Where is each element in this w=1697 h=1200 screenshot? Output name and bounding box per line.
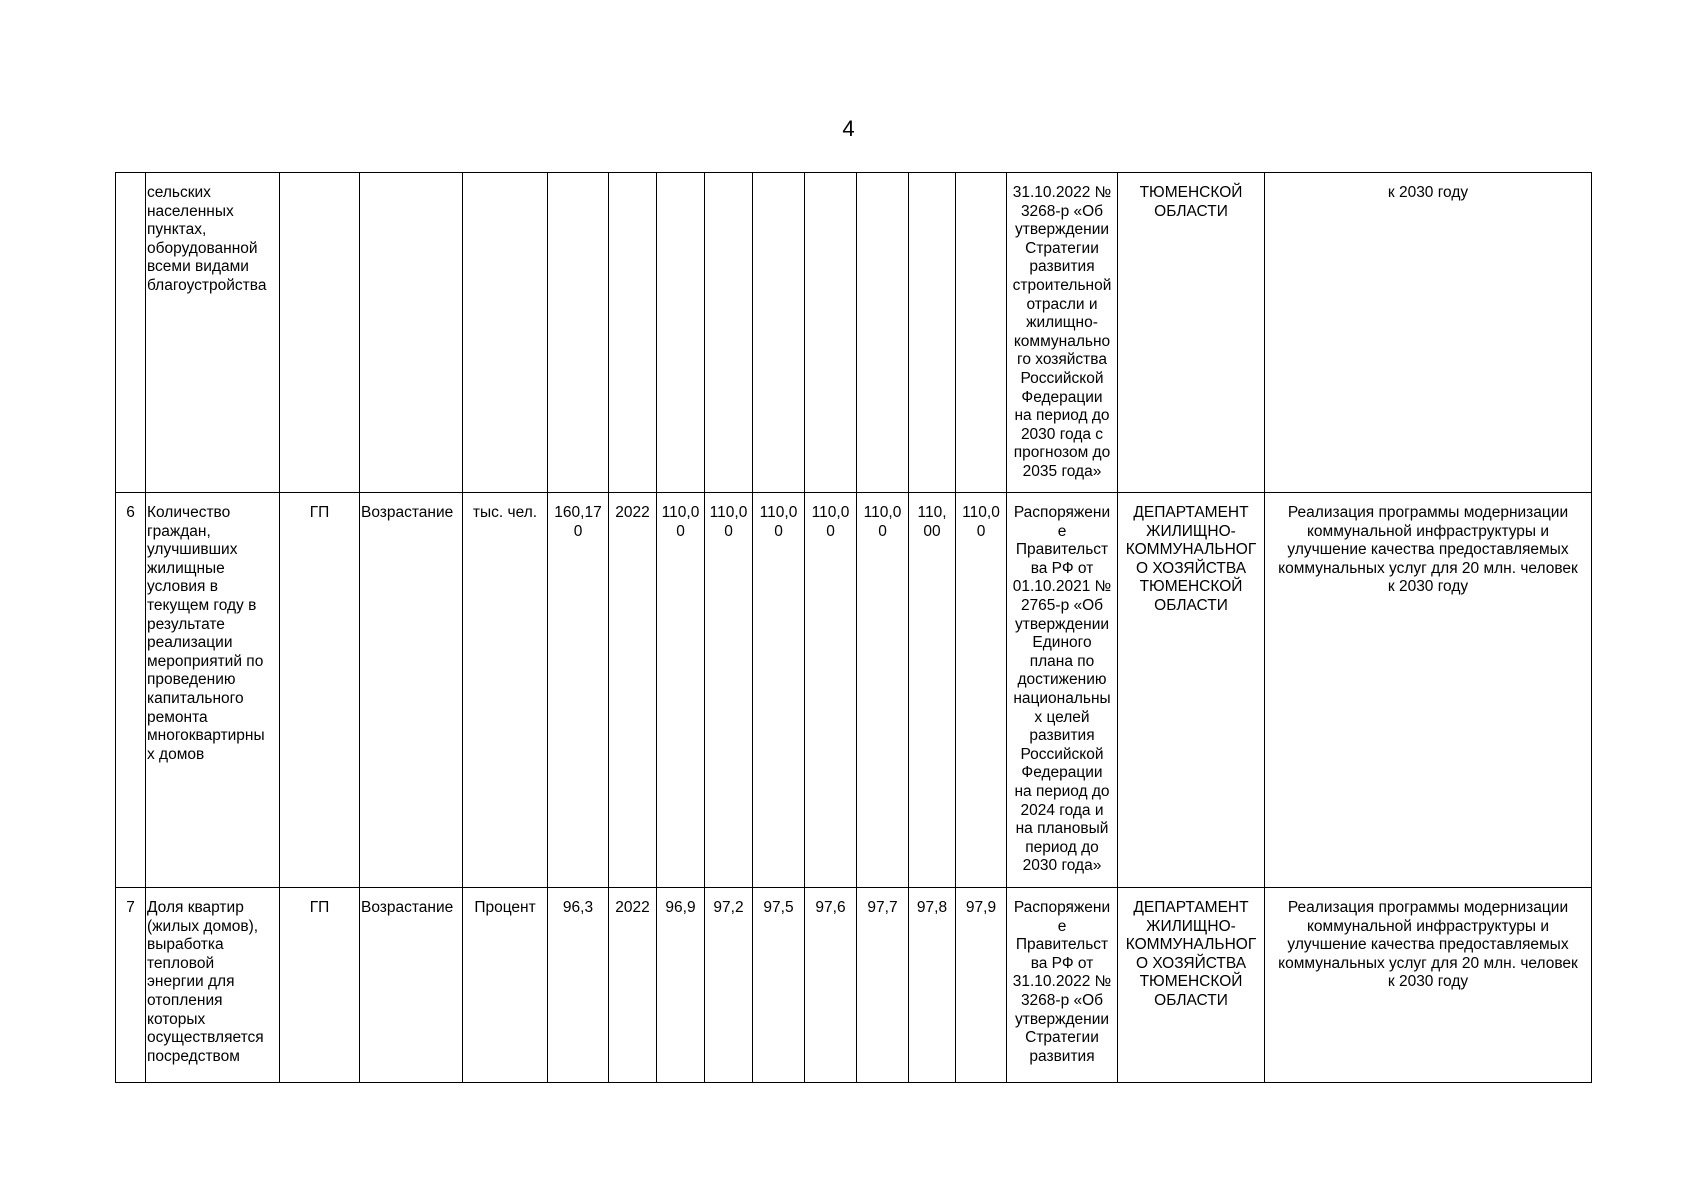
target-value-3: 110,0 0 xyxy=(753,493,805,888)
target-value-7 xyxy=(956,173,1007,493)
reference-document: Распоряжени е Правительст ва РФ от 31.10.2022 № 3268-р «Об утверждении Стратегии развития xyxy=(1007,888,1118,1083)
indicator-type xyxy=(280,173,360,493)
target-value-3: 97,5 xyxy=(753,888,805,1083)
base-value: 96,3 xyxy=(548,888,609,1083)
target-value-1: 96,9 xyxy=(657,888,705,1083)
base-value: 160,17 0 xyxy=(548,493,609,888)
table-row xyxy=(116,493,1592,888)
target-value-7: 110,0 0 xyxy=(956,493,1007,888)
target-value-5: 110,0 0 xyxy=(857,493,909,888)
row-number: 6 xyxy=(116,493,146,888)
row-number: 7 xyxy=(116,888,146,1083)
row-number xyxy=(116,173,146,493)
responsible-body: ТЮМЕНСКОЙ ОБЛАСТИ xyxy=(1118,173,1265,493)
base-year: 2022 xyxy=(609,888,657,1083)
target-value-6: 97,8 xyxy=(909,888,956,1083)
base-year xyxy=(609,173,657,493)
national-goal: к 2030 году xyxy=(1265,173,1592,493)
national-goal: Реализация программы модернизации коммунальной инфраструктуры и улучшение качества предоставляемых коммунальных услуг для 20 млн. человек к 2030 году xyxy=(1265,493,1592,888)
target-value-4 xyxy=(805,173,857,493)
indicator-unit xyxy=(463,173,548,493)
indicator-name: Доля квартир (жилых домов), выработка тепловой энергии для отопления которых осуществляется посредством xyxy=(146,888,280,1083)
indicator-trend xyxy=(360,173,463,493)
target-value-4: 97,6 xyxy=(805,888,857,1083)
target-value-7: 97,9 xyxy=(956,888,1007,1083)
indicator-name: Количество граждан, улучшивших жилищные условия в текущем году в результате реализации мероприятий по проведению капитального ремонта многоквартирны х домов xyxy=(146,493,280,888)
target-value-5: 97,7 xyxy=(857,888,909,1083)
indicator-unit: Процент xyxy=(463,888,548,1083)
responsible-body: ДЕПАРТАМЕНТ ЖИЛИЩНО- КОММУНАЛЬНОГ О ХОЗЯЙСТВА ТЮМЕНСКОЙ ОБЛАСТИ xyxy=(1118,493,1265,888)
indicator-trend: Возрастание xyxy=(360,493,463,888)
base-year: 2022 xyxy=(609,493,657,888)
target-value-3 xyxy=(753,173,805,493)
indicator-trend: Возрастание xyxy=(360,888,463,1083)
target-value-6 xyxy=(909,173,956,493)
target-value-1: 110,0 0 xyxy=(657,493,705,888)
reference-document: Распоряжени е Правительст ва РФ от 01.10.2021 № 2765-р «Об утверждении Единого плана по достижению национальны х целей развития Российской Федерации на период до 2024 года и на плановый период до 2030 года» xyxy=(1007,493,1118,888)
indicator-type: ГП xyxy=(280,493,360,888)
target-value-2: 97,2 xyxy=(705,888,753,1083)
national-goal: Реализация программы модернизации коммунальной инфраструктуры и улучшение качества предоставляемых коммунальных услуг для 20 млн. человек к 2030 году xyxy=(1265,888,1592,1083)
target-value-1 xyxy=(657,173,705,493)
base-value xyxy=(548,173,609,493)
page-number: 4 xyxy=(842,116,855,141)
table-row xyxy=(116,173,1592,493)
target-value-4: 110,0 0 xyxy=(805,493,857,888)
reference-document: 31.10.2022 № 3268-р «Об утверждении Стратегии развития строительной отрасли и жилищно- коммунально го хозяйства Российской Федерации на период до 2030 года с прогнозом до 2035 года» xyxy=(1007,173,1118,493)
target-value-2 xyxy=(705,173,753,493)
target-value-5 xyxy=(857,173,909,493)
responsible-body: ДЕПАРТАМЕНТ ЖИЛИЩНО- КОММУНАЛЬНОГ О ХОЗЯЙСТВА ТЮМЕНСКОЙ ОБЛАСТИ xyxy=(1118,888,1265,1083)
indicator-type: ГП xyxy=(280,888,360,1083)
indicator-name: сельских населенных пунктах, оборудованной всеми видами благоустройства xyxy=(146,173,280,493)
target-value-2: 110,0 0 xyxy=(705,493,753,888)
indicator-unit: тыс. чел. xyxy=(463,493,548,888)
table-row xyxy=(116,888,1592,1083)
indicators-table xyxy=(115,172,1592,1083)
target-value-6: 110, 00 xyxy=(909,493,956,888)
